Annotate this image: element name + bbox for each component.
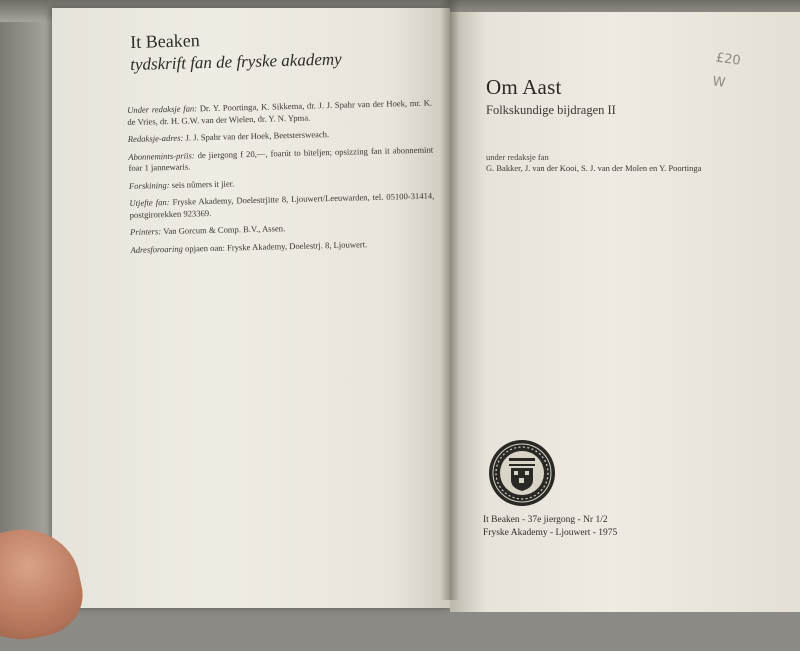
imprint-block bbox=[127, 98, 436, 262]
imprint-label: Forskining: bbox=[128, 179, 170, 191]
imprint-label: Adresforoaring bbox=[130, 243, 183, 255]
imprint-entry bbox=[128, 144, 433, 174]
pencil-note-price: £20 bbox=[714, 50, 742, 69]
imprint-entry bbox=[130, 237, 435, 256]
book-subtitle: Folkskundige bijdragen II bbox=[486, 103, 616, 117]
book-title: Om Aast bbox=[486, 75, 562, 99]
fryske-akademy-seal-icon bbox=[487, 438, 557, 508]
imprint-text: J. J. Spahr van der Hoek, Beetstersweach. bbox=[185, 129, 330, 143]
imprint-label: Redaksje-adres: bbox=[127, 132, 184, 144]
journal-title: It Beaken bbox=[130, 30, 200, 52]
book-gutter bbox=[440, 0, 460, 600]
imprint-label: Abonnemints-priis: bbox=[128, 149, 195, 162]
imprint-text: Fryske Akademy, Doelestrjitte 8, Ljouwert/Leeuwarden, tel. 05100-31414, postgirorekken 923369. bbox=[129, 190, 435, 220]
imprint-label: Utjefte fan: bbox=[129, 196, 170, 208]
imprint-text: seis nûmers it jier. bbox=[171, 177, 235, 190]
pencil-note-mark: W bbox=[711, 74, 727, 91]
imprint-entry bbox=[129, 173, 434, 192]
series-line: It Beaken - 37e jiergong - Nr 1/2 bbox=[483, 515, 608, 525]
imprint-text: Van Gorcum & Comp. B.V., Assen. bbox=[163, 223, 286, 237]
editors-label: under redaksje fan bbox=[486, 152, 549, 162]
editors-list: G. Bakker, J. van der Kooi, S. J. van der Molen en Y. Poortinga bbox=[486, 163, 702, 173]
journal-subtitle: tydskrift fan de fryske akademy bbox=[130, 49, 342, 74]
imprint-label: Under redaksje fan: bbox=[127, 103, 198, 115]
imprint-text: Dr. Y. Poortinga, K. Sikkema, dr. J. J. Spahr van der Hoek, mr. K. de Vries, dr. H. G.W. van der Wielen, dr. Y. N. Ypma. bbox=[127, 97, 433, 127]
imprint-entry bbox=[129, 191, 434, 221]
imprint-entry bbox=[128, 127, 433, 146]
publisher-line: Fryske Akademy - Ljouwert - 1975 bbox=[483, 528, 618, 538]
imprint-text: opjaen oan: Fryske Akademy, Doelestrj. 8, Ljouwert. bbox=[184, 238, 368, 254]
imprint-label: Printers: bbox=[129, 226, 162, 237]
imprint-text: de jiergong f 20,—, foarút to biteljen; opsizzing fan it abonnemint foar 1 jannewaris. bbox=[128, 144, 434, 173]
imprint-entry bbox=[130, 220, 435, 239]
